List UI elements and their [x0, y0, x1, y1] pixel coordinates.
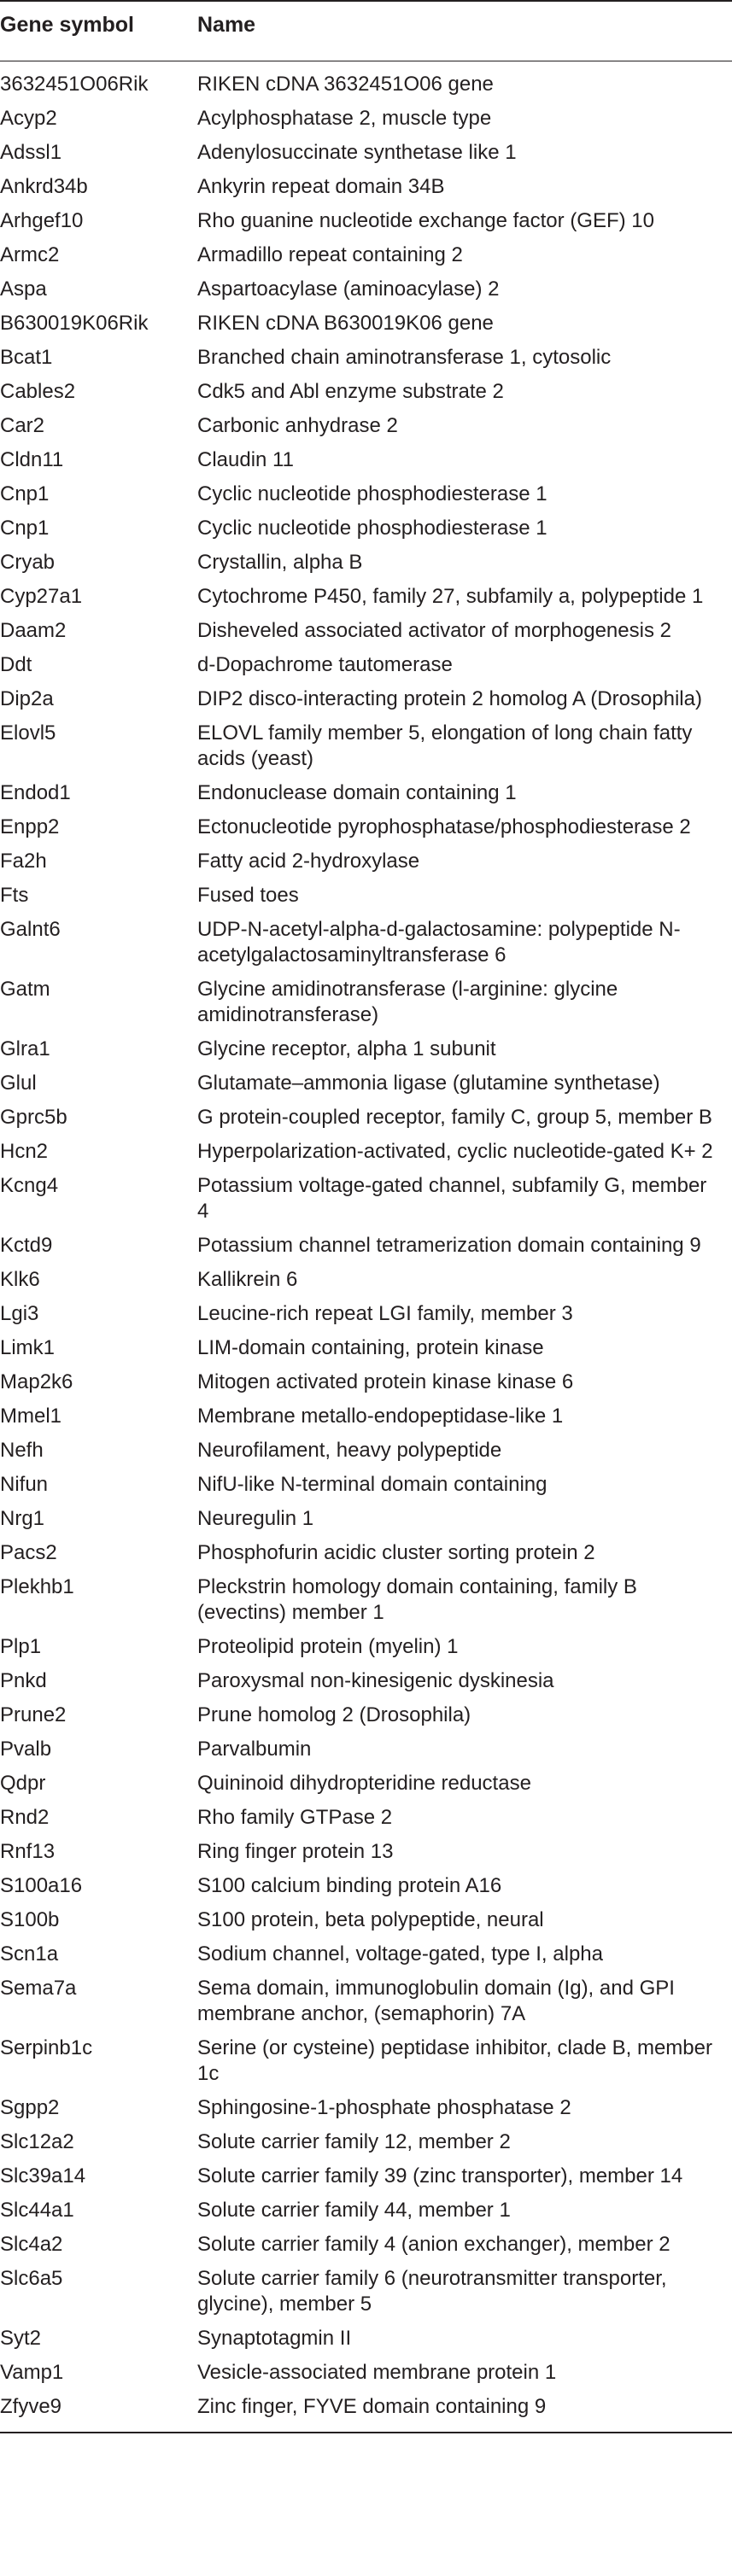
gene-symbol-cell: Nrg1 — [0, 1506, 45, 1530]
gene-symbol-cell: Mmel1 — [0, 1404, 62, 1428]
gene-name-cell: Proteolipid protein (myelin) 1 — [197, 1634, 459, 1658]
table-row — [0, 879, 732, 914]
gene-symbol-cell: Serpinb1c — [0, 2036, 93, 2059]
gene-symbol-cell: Fts — [0, 883, 29, 907]
table-row — [0, 171, 732, 205]
table-row — [0, 2263, 732, 2322]
table-row — [0, 1067, 732, 1101]
gene-name-cell: Cyclic nucleotide phosphodiesterase 1 — [197, 482, 548, 505]
table-row — [0, 1400, 732, 1434]
gene-name-cell: Hyperpolarization-activated, cyclic nucleotide-gated K+ 2 — [197, 1139, 713, 1163]
gene-name-cell: Potassium channel tetramerization domain containing 9 — [197, 1233, 701, 1257]
gene-name-cell: Potassium voltage-gated channel, subfamily G, member 4 — [197, 1173, 707, 1223]
gene-name-cell: S100 calcium binding protein A16 — [197, 1873, 502, 1897]
header-row — [0, 1, 732, 61]
table-row — [0, 512, 732, 546]
gene-symbol-cell: Ankrd34b — [0, 174, 88, 198]
gene-name-cell: Ankyrin repeat domain 34B — [197, 174, 445, 198]
table-row — [0, 1904, 732, 1938]
gene-name-cell: Sphingosine-1-phosphate phosphatase 2 — [197, 2095, 571, 2119]
gene-symbol-cell: Bcat1 — [0, 345, 53, 369]
table-row — [0, 615, 732, 649]
table-row — [0, 1101, 732, 1136]
table-row — [0, 2092, 732, 2126]
table-row — [0, 1230, 732, 1264]
table-row — [0, 1699, 732, 1733]
gene-name-cell: Quininoid dihydropteridine reductase — [197, 1771, 531, 1795]
table-row — [0, 2032, 732, 2092]
gene-symbol-cell: Kctd9 — [0, 1233, 53, 1257]
gene-symbol-cell: Sema7a — [0, 1976, 77, 2000]
gene-symbol-cell: Endod1 — [0, 780, 71, 804]
gene-name-cell: Leucine-rich repeat LGI family, member 3 — [197, 1301, 573, 1325]
table-row — [0, 973, 732, 1033]
gene-name-cell: Rho guanine nucleotide exchange factor (GEF) 10 — [197, 208, 654, 232]
table-row — [0, 914, 732, 973]
gene-name-cell: Disheveled associated activator of morphogenesis 2 — [197, 618, 671, 642]
gene-symbol-cell: Gatm — [0, 977, 50, 1001]
gene-name-cell: Branched chain aminotransferase 1, cytosolic — [197, 345, 612, 369]
gene-name-cell: Glycine amidinotransferase (l-arginine: glycine amidinotransferase) — [197, 977, 618, 1026]
table-row — [0, 581, 732, 615]
header-gene-symbol: Gene symbol — [0, 1, 197, 61]
table-row — [0, 1802, 732, 1836]
gene-symbol-cell: Plekhb1 — [0, 1574, 74, 1598]
gene-name-cell: RIKEN cDNA 3632451O06 gene — [197, 72, 494, 96]
gene-symbol-cell: Limk1 — [0, 1335, 56, 1359]
gene-symbol-cell: Pacs2 — [0, 1540, 57, 1564]
table-row — [0, 1434, 732, 1469]
gene-name-cell: Solute carrier family 44, member 1 — [197, 2198, 511, 2222]
gene-name-cell: DIP2 disco-interacting protein 2 homolog A (Drosophila) — [197, 686, 702, 710]
gene-name-cell: Pleckstrin homology domain containing, family B (evectins) member 1 — [197, 1574, 637, 1624]
gene-symbol-cell: Pvalb — [0, 1737, 52, 1761]
gene-symbol-cell: Vamp1 — [0, 2360, 64, 2384]
table-row — [0, 777, 732, 811]
gene-symbol-cell: Cnp1 — [0, 516, 50, 540]
gene-symbol-cell: Slc44a1 — [0, 2198, 74, 2222]
gene-name-cell: NifU-like N-terminal domain containing — [197, 1472, 548, 1496]
gene-symbol-cell: Slc39a14 — [0, 2164, 86, 2188]
table-row — [0, 1870, 732, 1904]
gene-name-cell: Crystallin, alpha B — [197, 550, 363, 574]
gene-name-cell: Endonuclease domain containing 1 — [197, 780, 517, 804]
gene-symbol-cell: Glul — [0, 1071, 37, 1095]
gene-name-cell: Solute carrier family 12, member 2 — [197, 2129, 511, 2153]
gene-symbol-cell: Ddt — [0, 652, 32, 676]
gene-symbol-cell: Fa2h — [0, 849, 47, 873]
gene-name-cell: Neuregulin 1 — [197, 1506, 314, 1530]
gene-name-cell: Ectonucleotide pyrophosphatase/phosphodiesterase 2 — [197, 815, 691, 838]
table-row — [0, 546, 732, 581]
gene-symbol-cell: Gprc5b — [0, 1105, 67, 1129]
gene-symbol-cell: Lgi3 — [0, 1301, 39, 1325]
gene-symbol-cell: Glra1 — [0, 1037, 50, 1060]
gene-name-cell: UDP-N-acetyl-alpha-d-galactosamine: polypeptide N-acetylgalactosaminyltransferase 6 — [197, 917, 681, 967]
gene-symbol-cell: Rnd2 — [0, 1805, 50, 1829]
table-row — [0, 2160, 732, 2194]
gene-symbol-cell: Dip2a — [0, 686, 54, 710]
gene-name-cell: Ring finger protein 13 — [197, 1839, 394, 1863]
table-row — [0, 717, 732, 777]
gene-name-cell: Solute carrier family 6 (neurotransmitter transporter, glycine), member 5 — [197, 2266, 667, 2316]
gene-name-cell: Neurofilament, heavy polypeptide — [197, 1438, 502, 1462]
gene-name-cell: Prune homolog 2 (Drosophila) — [197, 1703, 471, 1726]
gene-symbol-cell: Galnt6 — [0, 917, 61, 941]
gene-name-cell: Fatty acid 2-hydroxylase — [197, 849, 420, 873]
gene-symbol-cell: Hcn2 — [0, 1139, 49, 1163]
gene-name-cell: Glutamate–ammonia ligase (glutamine synthetase) — [197, 1071, 660, 1095]
table-row — [0, 1938, 732, 1972]
gene-name-cell: Rho family GTPase 2 — [197, 1805, 393, 1829]
gene-name-cell: Parvalbumin — [197, 1737, 312, 1761]
table-row — [0, 2194, 732, 2228]
gene-name-cell: Kallikrein 6 — [197, 1267, 298, 1291]
gene-symbol-cell: Prune2 — [0, 1703, 67, 1726]
table-row — [0, 811, 732, 845]
gene-name-cell: Fused toes — [197, 883, 299, 907]
gene-name-cell: Armadillo repeat containing 2 — [197, 242, 463, 266]
table-row — [0, 1264, 732, 1298]
table-row — [0, 1571, 732, 1631]
gene-symbol-cell: Cryab — [0, 550, 56, 574]
gene-name-cell: G protein-coupled receptor, family C, group 5, member B — [197, 1105, 712, 1129]
gene-name-cell: Cytochrome P450, family 27, subfamily a, polypeptide 1 — [197, 584, 704, 608]
gene-symbol-cell: Rnf13 — [0, 1839, 56, 1863]
gene-symbol-cell: Daam2 — [0, 618, 67, 642]
table-row — [0, 2357, 732, 2391]
gene-name-cell: Cyclic nucleotide phosphodiesterase 1 — [197, 516, 548, 540]
gene-symbol-cell: Pnkd — [0, 1668, 47, 1692]
gene-name-cell: Acylphosphatase 2, muscle type — [197, 106, 492, 130]
gene-name-cell: LIM-domain containing, protein kinase — [197, 1335, 544, 1359]
table-row — [0, 2391, 732, 2433]
table-row — [0, 2228, 732, 2263]
gene-symbol-cell: 3632451O06Rik — [0, 72, 149, 96]
gene-symbol-cell: Armc2 — [0, 242, 60, 266]
table-row — [0, 1503, 732, 1537]
table-row — [0, 239, 732, 273]
table-row — [0, 478, 732, 512]
table-row — [0, 307, 732, 342]
gene-symbol-cell: Cnp1 — [0, 482, 50, 505]
table-body — [0, 61, 732, 2433]
table-row — [0, 102, 732, 137]
table-row — [0, 61, 732, 102]
gene-symbol-cell: Syt2 — [0, 2326, 42, 2350]
table-row — [0, 1972, 732, 2032]
table-row — [0, 1836, 732, 1870]
gene-symbol-cell: Adssl1 — [0, 140, 62, 164]
table-row — [0, 1332, 732, 1366]
table-row — [0, 1665, 732, 1699]
gene-symbol-cell: Cldn11 — [0, 447, 64, 471]
gene-name-cell: RIKEN cDNA B630019K06 gene — [197, 311, 494, 335]
table-row — [0, 1136, 732, 1170]
table-row — [0, 1170, 732, 1230]
gene-symbol-cell: Acyp2 — [0, 106, 57, 130]
table-row — [0, 376, 732, 410]
gene-name-cell: Solute carrier family 39 (zinc transporter), member 14 — [197, 2164, 683, 2188]
gene-symbol-cell: Slc12a2 — [0, 2129, 74, 2153]
table-row — [0, 273, 732, 307]
gene-name-cell: d-Dopachrome tautomerase — [197, 652, 453, 676]
table-row — [0, 1631, 732, 1665]
gene-name-cell: Vesicle-associated membrane protein 1 — [197, 2360, 557, 2384]
table-row — [0, 649, 732, 683]
gene-name-cell: Solute carrier family 4 (anion exchanger), member 2 — [197, 2232, 671, 2256]
gene-symbol-cell: Zfyve9 — [0, 2391, 197, 2433]
gene-symbol-cell: Qdpr — [0, 1771, 46, 1795]
gene-symbol-cell: Aspa — [0, 277, 47, 301]
gene-symbol-cell: Scn1a — [0, 1942, 59, 1966]
gene-name-cell: S100 protein, beta polypeptide, neural — [197, 1907, 544, 1931]
table-row — [0, 1767, 732, 1802]
gene-name-cell: Membrane metallo-endopeptidase-like 1 — [197, 1404, 564, 1428]
gene-name-cell: Synaptotagmin II — [197, 2326, 352, 2350]
gene-name-cell: Paroxysmal non-kinesigenic dyskinesia — [197, 1668, 554, 1692]
gene-symbol-cell: Slc4a2 — [0, 2232, 63, 2256]
table-row — [0, 410, 732, 444]
gene-symbol-cell: Car2 — [0, 413, 45, 437]
header-name: Name — [197, 1, 732, 61]
gene-symbol-cell: S100a16 — [0, 1873, 83, 1897]
table-row — [0, 1298, 732, 1332]
gene-symbol-cell: Arhgef10 — [0, 208, 84, 232]
gene-name-cell: Aspartoacylase (aminoacylase) 2 — [197, 277, 500, 301]
table-row — [0, 2322, 732, 2357]
gene-symbol-cell: Cables2 — [0, 379, 76, 403]
table-row — [0, 683, 732, 717]
gene-name-cell: Claudin 11 — [197, 447, 294, 471]
table-row — [0, 845, 732, 879]
gene-name-cell: Phosphofurin acidic cluster sorting protein 2 — [197, 1540, 595, 1564]
gene-name-cell: Sodium channel, voltage-gated, type I, alpha — [197, 1942, 603, 1966]
table-row — [0, 444, 732, 478]
gene-name-cell: Mitogen activated protein kinase kinase 6 — [197, 1370, 574, 1393]
table-row — [0, 1469, 732, 1503]
gene-symbol-cell: Plp1 — [0, 1634, 42, 1658]
gene-name-cell: Adenylosuccinate synthetase like 1 — [197, 140, 517, 164]
gene-symbol-cell: Nefh — [0, 1438, 44, 1462]
gene-symbol-cell: S100b — [0, 1907, 60, 1931]
gene-symbol-cell: Cyp27a1 — [0, 584, 83, 608]
table-row — [0, 1366, 732, 1400]
table-row — [0, 1033, 732, 1067]
gene-name-cell: Cdk5 and Abl enzyme substrate 2 — [197, 379, 504, 403]
gene-name-cell: Zinc finger, FYVE domain containing 9 — [197, 2391, 732, 2433]
gene-symbol-cell: Kcng4 — [0, 1173, 59, 1197]
gene-name-cell: ELOVL family member 5, elongation of long chain fatty acids (yeast) — [197, 721, 693, 770]
gene-name-cell: Glycine receptor, alpha 1 subunit — [197, 1037, 496, 1060]
gene-symbol-cell: Elovl5 — [0, 721, 56, 745]
table-header — [0, 1, 732, 61]
table-row — [0, 1733, 732, 1767]
table-row — [0, 137, 732, 171]
gene-name-cell: Carbonic anhydrase 2 — [197, 413, 398, 437]
table-row — [0, 342, 732, 376]
gene-symbol-cell: Klk6 — [0, 1267, 40, 1291]
gene-symbol-cell: Sgpp2 — [0, 2095, 60, 2119]
gene-name-cell: Serine (or cysteine) peptidase inhibitor, clade B, member 1c — [197, 2036, 712, 2085]
gene-symbol-cell: Nifun — [0, 1472, 49, 1496]
table-row — [0, 2126, 732, 2160]
gene-name-cell: Sema domain, immunoglobulin domain (Ig), and GPI membrane anchor, (semaphorin) 7A — [197, 1976, 675, 2025]
gene-symbol-cell: Map2k6 — [0, 1370, 73, 1393]
table-row — [0, 1537, 732, 1571]
table-row — [0, 205, 732, 239]
gene-symbol-cell: Enpp2 — [0, 815, 60, 838]
gene-symbol-cell: B630019K06Rik — [0, 311, 149, 335]
gene-symbol-cell: Slc6a5 — [0, 2266, 63, 2290]
